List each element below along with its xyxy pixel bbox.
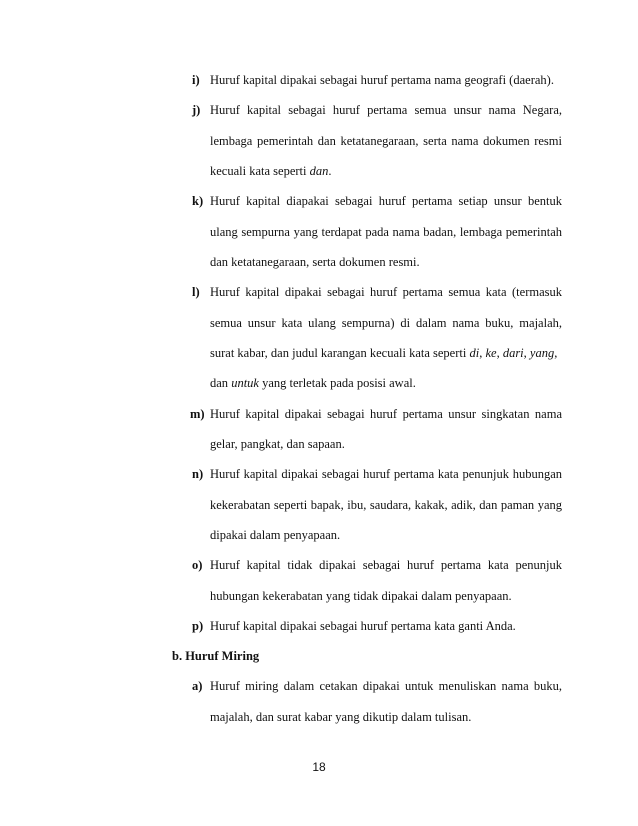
list-marker-o: o) — [192, 558, 203, 572]
item-p-line-1: Huruf kapital dipakai sebagai huruf pertama kata ganti Anda. — [210, 619, 516, 633]
item-a-line-2: majalah, dan surat kabar yang dikutip dalam tulisan. — [210, 710, 472, 724]
list-marker-k: k) — [192, 194, 204, 208]
item-n-line-3: dipakai dalam penyapaan. — [210, 528, 341, 542]
list-marker-m: m) — [190, 407, 205, 421]
item-o-line-2: hubungan kekerabatan yang tidak dipakai dalam penyapaan. — [210, 589, 512, 603]
item-j-line-3: kecuali kata seperti dan. — [210, 164, 332, 178]
list-marker-p: p) — [192, 619, 204, 633]
item-l-line-2: semua unsur kata ulang sempurna) di dalam nama buku, majalah, — [210, 316, 562, 330]
list-marker-l: l) — [192, 285, 200, 299]
item-n-line-1: Huruf kapital dipakai sebagai huruf pertama kata penunjuk hubungan — [210, 467, 562, 481]
item-o-line-1: Huruf kapital tidak dipakai sebagai huruf pertama kata penunjuk — [210, 558, 562, 572]
item-j-line-2: lembaga pemerintah dan ketatanegaraan, serta nama dokumen resmi — [210, 134, 562, 148]
list-marker-a: a) — [192, 679, 203, 693]
item-k-line-2: ulang sempurna yang terdapat pada nama badan, lembaga pemerintah — [210, 225, 562, 239]
item-l-line-4: dan untuk yang terletak pada posisi awal. — [210, 376, 416, 390]
item-k-line-3: dan ketatanegaraan, serta dokumen resmi. — [210, 255, 420, 269]
list-marker-n: n) — [192, 467, 204, 481]
item-m-line-1: Huruf kapital dipakai sebagai huruf pertama unsur singkatan nama — [210, 407, 562, 421]
page-number: 18 — [312, 760, 326, 774]
list-marker-j: j) — [192, 103, 201, 117]
item-a-line-1: Huruf miring dalam cetakan dipakai untuk menuliskan nama buku, — [210, 679, 562, 693]
item-l-line-1: Huruf kapital dipakai sebagai huruf pertama semua kata (termasuk — [210, 285, 562, 299]
item-j-line-1: Huruf kapital sebagai huruf pertama semua unsur nama Negara, — [210, 103, 562, 117]
item-k-line-1: Huruf kapital diapakai sebagai huruf pertama setiap unsur bentuk — [210, 194, 562, 208]
item-m-line-2: gelar, pangkat, dan sapaan. — [210, 437, 345, 451]
item-i-line-1: Huruf kapital dipakai sebagai huruf pertama nama geografi (daerah). — [210, 73, 554, 87]
item-n-line-2: kekerabatan seperti bapak, ibu, saudara, kakak, adik, dan paman yang — [210, 498, 562, 512]
list-marker-i: i) — [192, 73, 200, 87]
item-l-line-3: surat kabar, dan judul karangan kecuali kata seperti di, ke, dari, yang, — [210, 346, 558, 360]
section-heading-huruf-miring: b. Huruf Miring — [172, 649, 260, 663]
